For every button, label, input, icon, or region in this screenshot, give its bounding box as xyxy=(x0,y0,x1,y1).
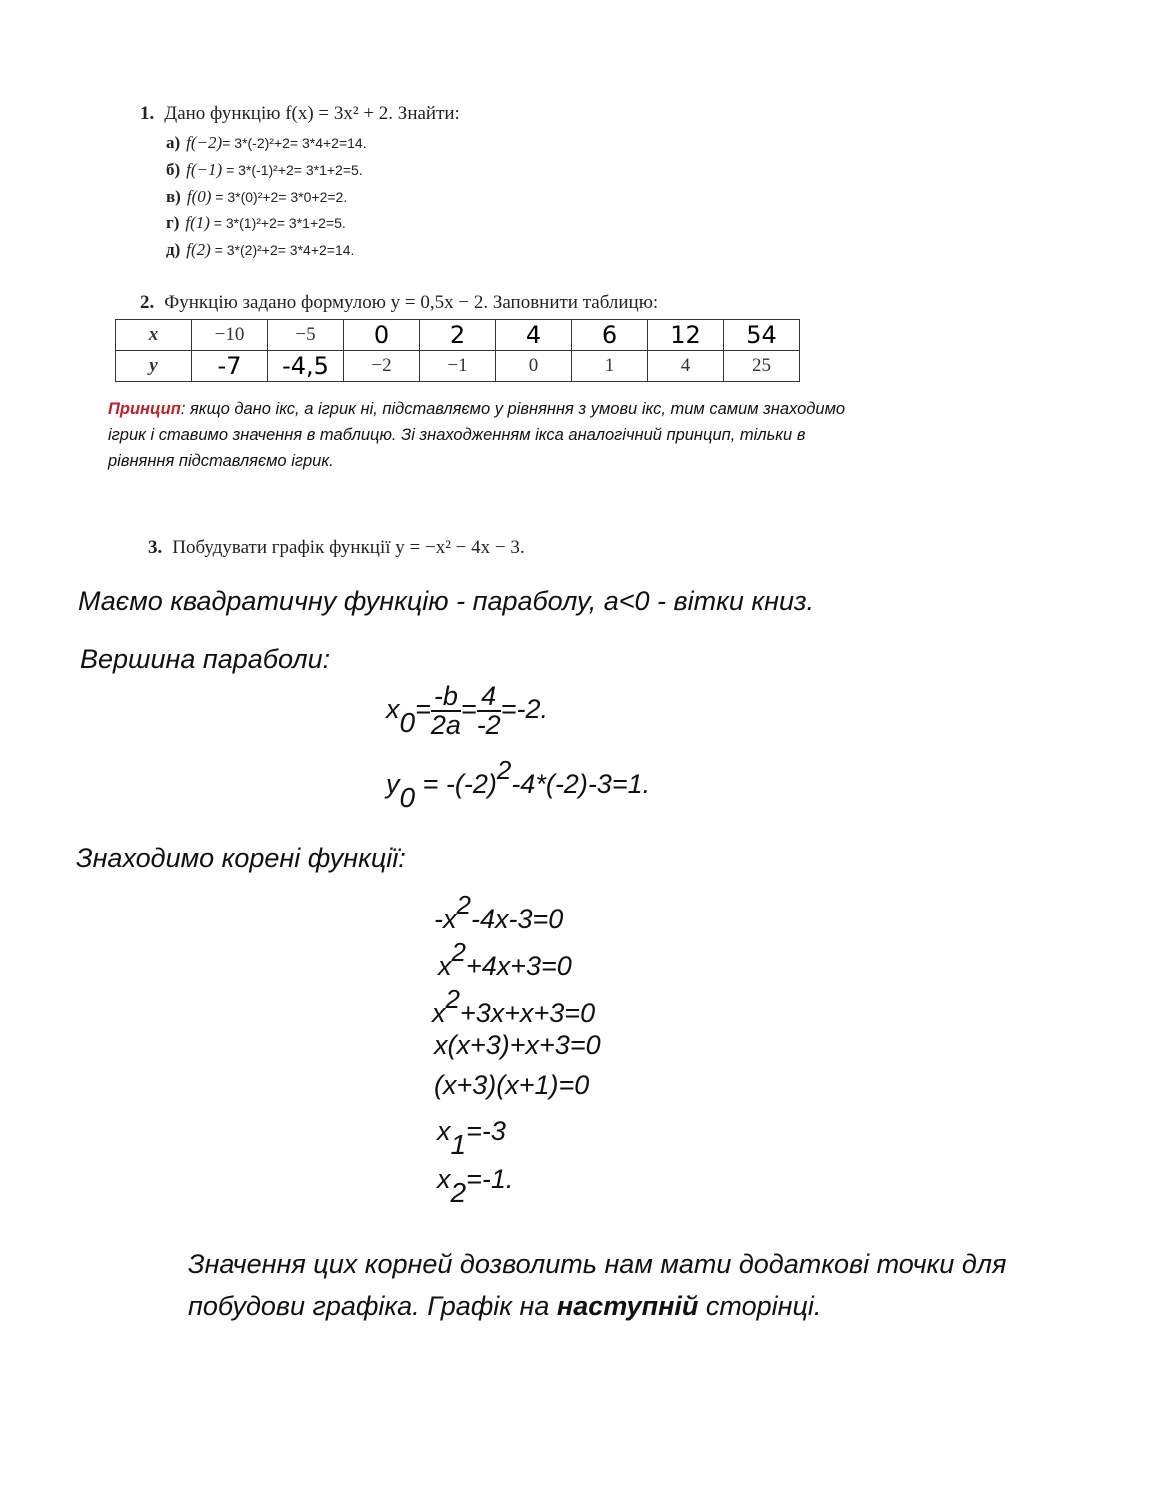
table-cell-handwritten: -7 xyxy=(192,351,268,382)
task3-number: 3. xyxy=(148,537,163,558)
table-cell-handwritten: 0 xyxy=(344,320,420,351)
table-row-x xyxy=(116,320,800,351)
task1-number: 1. xyxy=(140,103,155,124)
task1-heading xyxy=(140,103,460,125)
principle-text: : якщо дано ікс, а ігрик ні, підставляємо у рівняння з умови ікс, тим самим знаходимо ігрик і ставимо значення в таблицю. Зі знаходженням ікса аналогічний принцип, тільки в рівняння підставляємо ігрик. xyxy=(108,400,846,470)
table-cell-handwritten: 12 xyxy=(648,320,724,351)
roots-label: Знаходимо корені функції: xyxy=(76,843,406,873)
task1-item-d: г) f(1) = 3*(1)²+2= 3*1+2=5. xyxy=(166,213,346,232)
root-step-3: $x^2+3x+x+3=0$ xyxy=(432,984,596,1028)
principle-note xyxy=(108,396,848,474)
task3-heading xyxy=(148,537,525,559)
task1-text: Дано функцію f(x) = 3x² + 2. Знайти: xyxy=(164,103,460,124)
table-row-y xyxy=(116,351,800,382)
root-step-4: x(x+3)+x+3=0 xyxy=(434,1030,601,1060)
table-cell: −5 xyxy=(268,320,344,351)
conclusion-text: Значення цих корней дозволить нам мати додаткові точки для побудови графіка. Графік на наступній сторінці. xyxy=(188,1249,1007,1321)
table-cell-handwritten: -4,5 xyxy=(268,351,344,382)
principle-label: Принцип xyxy=(108,400,181,418)
table-cell: 25 xyxy=(724,351,800,382)
vertex-label: Вершина параболи: xyxy=(80,644,331,674)
table-cell: 1 xyxy=(572,351,648,382)
table-cell: 4 xyxy=(648,351,724,382)
task1-item-b: б) f(−1) = 3*(-1)²+2= 3*1+2=5. xyxy=(166,160,363,179)
conclusion-bold-word: наступній xyxy=(556,1291,699,1321)
table-cell: 0 xyxy=(496,351,572,382)
table-header-y: y xyxy=(116,351,192,382)
table-header-x: x xyxy=(116,320,192,351)
root-step-2: $x^2+4x+3=0$ xyxy=(438,937,572,981)
root-x1: $x_1=-3$ xyxy=(437,1116,506,1160)
table-cell: −10 xyxy=(192,320,268,351)
fraction-4-over-minus2: $\frac{4}{-2}$ xyxy=(476,681,501,740)
table-cell-handwritten: 54 xyxy=(724,320,800,351)
root-step-5: (x+3)(x+1)=0 xyxy=(434,1070,590,1100)
task2-number: 2. xyxy=(140,292,155,313)
table-cell: −1 xyxy=(420,351,496,382)
table-cell-handwritten: 6 xyxy=(572,320,648,351)
value-table xyxy=(115,319,800,382)
table-cell-handwritten: 2 xyxy=(420,320,496,351)
table-cell: −2 xyxy=(344,351,420,382)
vertex-y-formula: $y_0 = -(-2)^2-4*(-2)-3=1$. xyxy=(386,755,651,813)
task1-item-c: в) f(0) = 3*(0)²+2= 3*0+2=2. xyxy=(166,187,348,206)
task2-heading xyxy=(140,292,658,314)
root-x2: $x_2=-1$. xyxy=(437,1164,514,1208)
task1-item-a: а) f(−2)= 3*(-2)²+2= 3*4+2=14. xyxy=(166,133,367,152)
task2-text: Функцію задано формулою y = 0,5x − 2. Заповнити таблицю: xyxy=(164,292,659,313)
vertex-x-formula: $x_0=$ $\frac{-b}{2a}$ = $\frac{4}{-2}$ =-2. xyxy=(386,681,548,740)
table-cell-handwritten: 4 xyxy=(496,320,572,351)
root-step-1: $-x^2-4x-3=0$ xyxy=(434,890,564,934)
fraction-b-over-2a: $\frac{-b}{2a}$ xyxy=(430,681,461,740)
task1-item-e: д) f(2) = 3*(2)²+2= 3*4+2=14. xyxy=(166,240,355,259)
task3-text: Побудувати графік функції y = −x² − 4x − 3. xyxy=(172,537,525,558)
parabola-statement: Маємо квадратичну функцію - параболу, а<0 - вітки книз. xyxy=(78,586,815,616)
